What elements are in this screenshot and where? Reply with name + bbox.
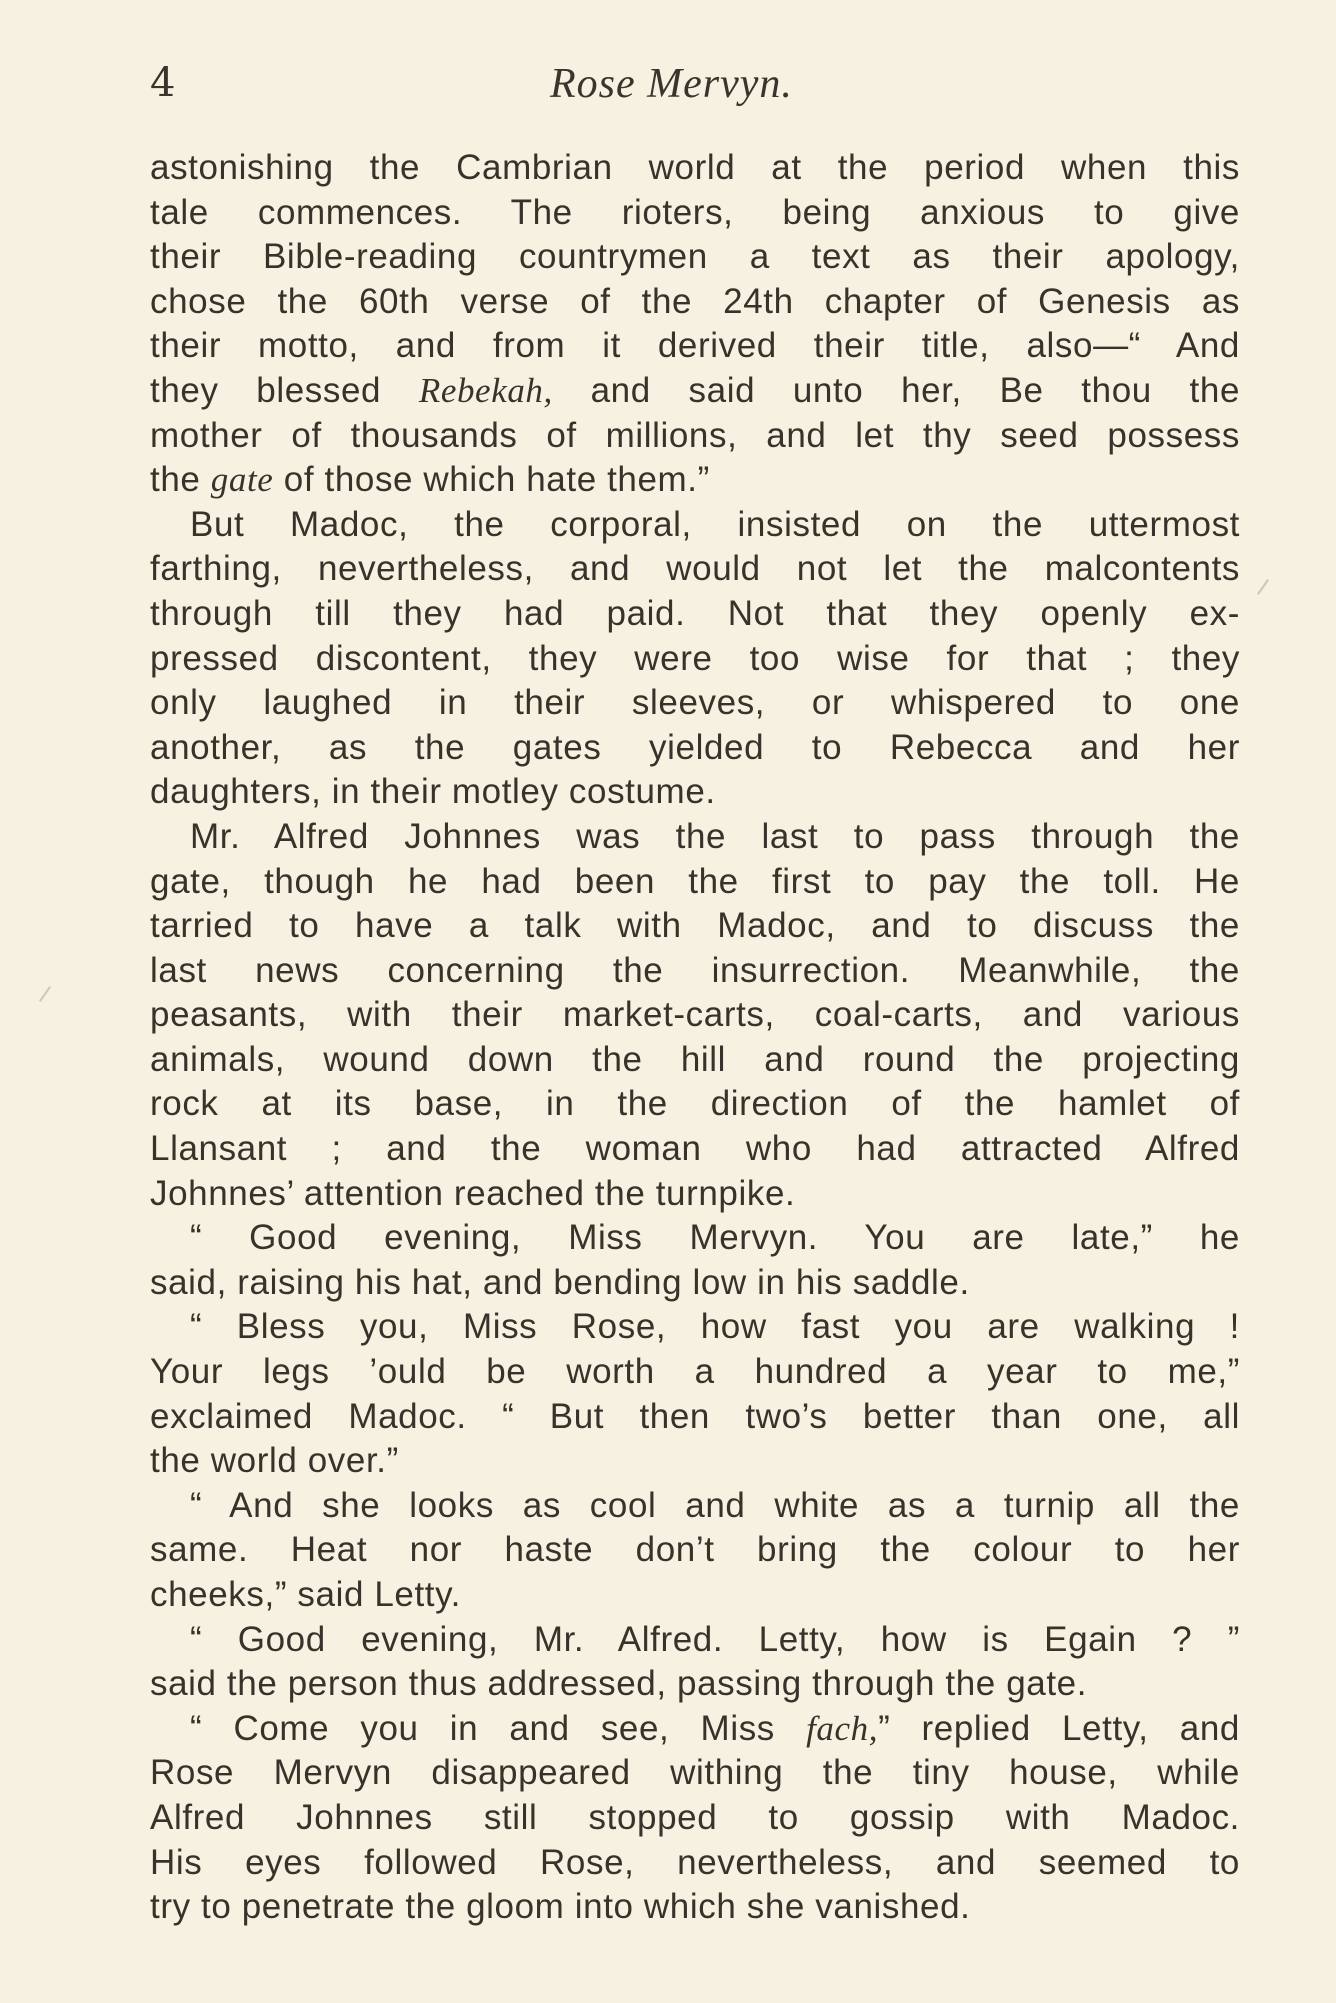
- text-line: But Madoc, the corporal, insisted on the uttermost: [190, 504, 1240, 544]
- text-line: through till they had paid. Not that they openly ex-: [150, 593, 1240, 633]
- text-line: animals, wound down the hill and round the projecting: [150, 1039, 1240, 1079]
- text-run: the: [150, 460, 211, 500]
- text-line: rock at its base, in the direction of the hamlet of: [150, 1084, 1240, 1124]
- text-line: Rose Mervyn disappeared withing the tiny house, while: [150, 1753, 1240, 1793]
- paper-speck: [39, 986, 51, 1002]
- italic-word: Rebekah,: [418, 370, 553, 410]
- text-line: Johnnes’ attention reached the turnpike.: [150, 1173, 796, 1213]
- text-line: mother of thousands of millions, and let thy seed possess: [150, 415, 1240, 455]
- text-line: “ Good evening, Mr. Alfred. Letty, how is Egain ? ”: [190, 1619, 1240, 1659]
- text-line: pressed discontent, they were too wise for that ; they: [150, 638, 1240, 678]
- text-line: cheeks,” said Letty.: [150, 1575, 461, 1614]
- text-line: another, as the gates yielded to Rebecca and her: [150, 727, 1240, 767]
- text-line: “ And she looks as cool and white as a turnip all the: [190, 1485, 1240, 1525]
- text-line: daughters, in their motley costume.: [150, 772, 716, 812]
- italic-word: gate: [210, 460, 274, 500]
- text-run: they blessed: [150, 370, 419, 410]
- text-line: “ Good evening, Miss Mervyn. You are late,” he: [190, 1218, 1240, 1258]
- text-line: gate, though he had been the first to pay the toll. He: [150, 861, 1240, 901]
- text-line: Alfred Johnnes still stopped to gossip with Madoc.: [150, 1797, 1240, 1837]
- text-line: [150, 369, 1240, 414]
- text-line: “ Bless you, Miss Rose, how fast you are walking !: [190, 1307, 1240, 1347]
- italic-word: fach,: [806, 1708, 879, 1748]
- paper-speck: [1257, 579, 1269, 595]
- text-line: tarried to have a talk with Madoc, and to discuss the: [150, 906, 1240, 946]
- text-run: “ Come you in and see, Miss: [190, 1708, 807, 1748]
- text-line: farthing, nevertheless, and would not let the malcontents: [150, 549, 1240, 589]
- text-line: said, raising his hat, and bending low in his saddle.: [150, 1262, 970, 1302]
- text-line: His eyes followed Rose, nevertheless, and seemed to: [150, 1842, 1240, 1882]
- text-line: their Bible-reading countrymen a text as their apology,: [150, 237, 1240, 277]
- page-number: 4: [150, 60, 176, 106]
- text-line: tale commences. The rioters, being anxious to give: [150, 192, 1240, 232]
- text-line: the world over.”: [150, 1441, 399, 1481]
- text-line: Your legs ’ould be worth a hundred a year to me,”: [150, 1352, 1240, 1392]
- text-line: peasants, with their market-carts, coal-carts, and various: [150, 995, 1240, 1035]
- text-line: last news concerning the insurrection. Meanwhile, the: [150, 950, 1240, 990]
- text-line: same. Heat nor haste don’t bring the colour to her: [150, 1530, 1240, 1570]
- text-line: said the person thus addressed, passing through the gate.: [150, 1664, 1088, 1704]
- text-line: try to penetrate the gloom into which she vanished.: [150, 1887, 971, 1927]
- text-run: of those which hate them.”: [273, 460, 710, 500]
- text-line: chose the 60th verse of the 24th chapter of Genesis as: [150, 281, 1240, 321]
- text-line: Llansant ; and the woman who had attracted Alfred: [150, 1129, 1240, 1169]
- text-line: Mr. Alfred Johnnes was the last to pass through the: [190, 816, 1240, 856]
- text-line: exclaimed Madoc. “ But then two’s better than one, all: [150, 1396, 1240, 1436]
- text-run: and said unto her, Be thou the: [552, 370, 1241, 410]
- running-title: Rose Mervyn.: [550, 61, 793, 107]
- text-line: [150, 458, 1240, 503]
- text-run: ” replied Letty, and: [878, 1708, 1240, 1748]
- text-line: [150, 1707, 1240, 1752]
- running-head: [150, 60, 1230, 120]
- text-line: astonishing the Cambrian world at the period when this: [150, 148, 1240, 187]
- text-line: only laughed in their sleeves, or whispered to one: [150, 683, 1240, 723]
- body-text: [150, 146, 1240, 1930]
- text-line: their motto, and from it derived their title, also—“ And: [150, 326, 1240, 366]
